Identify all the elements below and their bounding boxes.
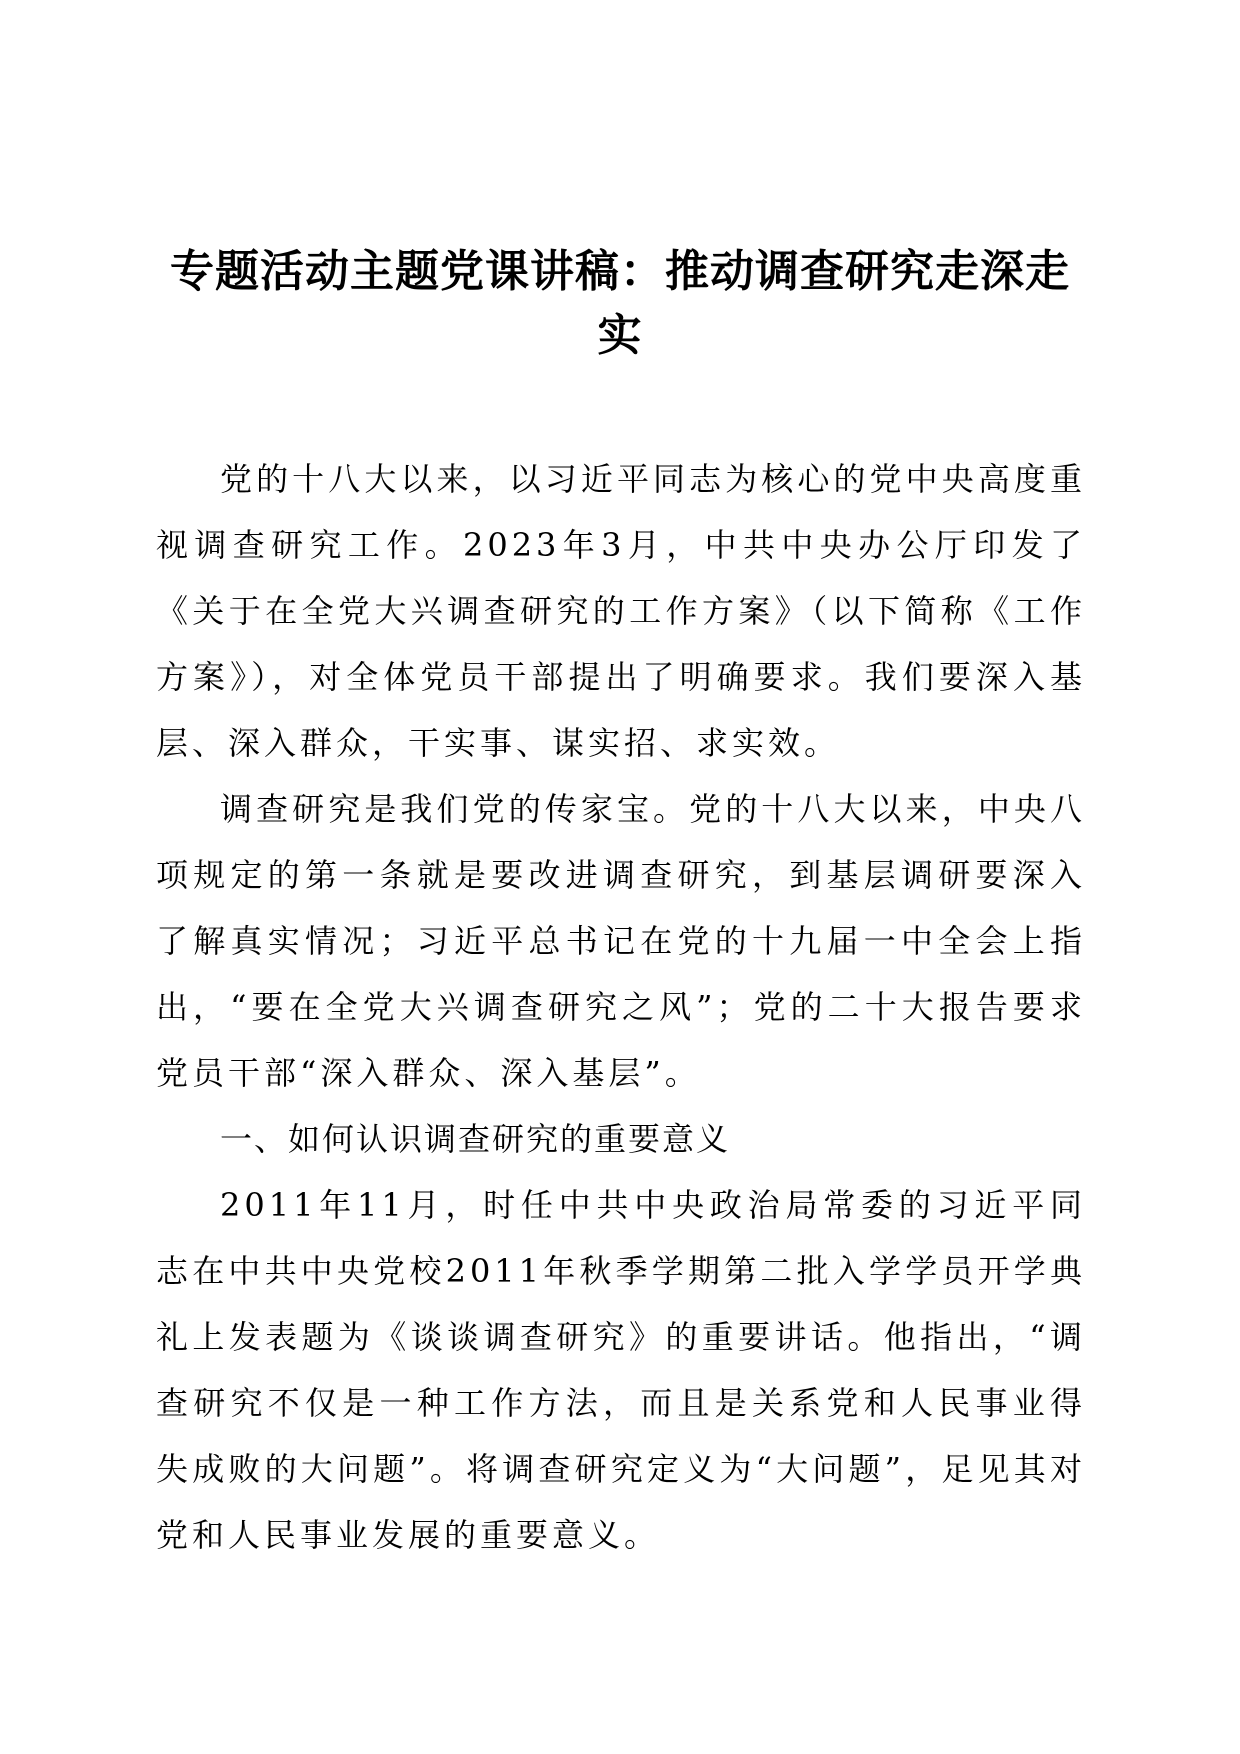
paragraph-tradition: 调查研究是我们党的传家宝。党的十八大以来，中央八项规定的第一条就是要改进调查研究，到基层调研要深入了解真实情况；习近平总书记在党的十九届一中全会上指出，“要在全党大兴调查研究之风”；党的二十大报告要求党员干部“深入群众、深入基层”。 [156, 790, 1086, 1092]
paragraph-intro: 党的十八大以来，以习近平同志为核心的党中央高度重视调查研究工作。2023年3月，中共中央办公厅印发了《关于在全党大兴调查研究的工作方案》（以下简称《工作方案》），对全体党员干部提出了明确要求。我们要深入基层、深入群众，干实事、谋实招、求实效。 [156, 460, 1086, 762]
document-title: 专题活动主题党课讲稿：推动调查研究走深走实 [170, 246, 1070, 361]
paragraph-significance: 2011年11月，时任中共中央政治局常委的习近平同志在中共中央党校2011年秋季学期第二批入学学员开学典礼上发表题为《谈谈调查研究》的重要讲话。他指出，“调查研究不仅是一种工作方法，而且是关系党和人民事业得失成败的大问题”。将调查研究定义为“大问题”，足见其对党和人民事业发展的重要意义。 [156, 1186, 1086, 1554]
document-body [156, 446, 1086, 1568]
section-heading-1: 一、如何认识调查研究的重要意义 [220, 1120, 731, 1158]
